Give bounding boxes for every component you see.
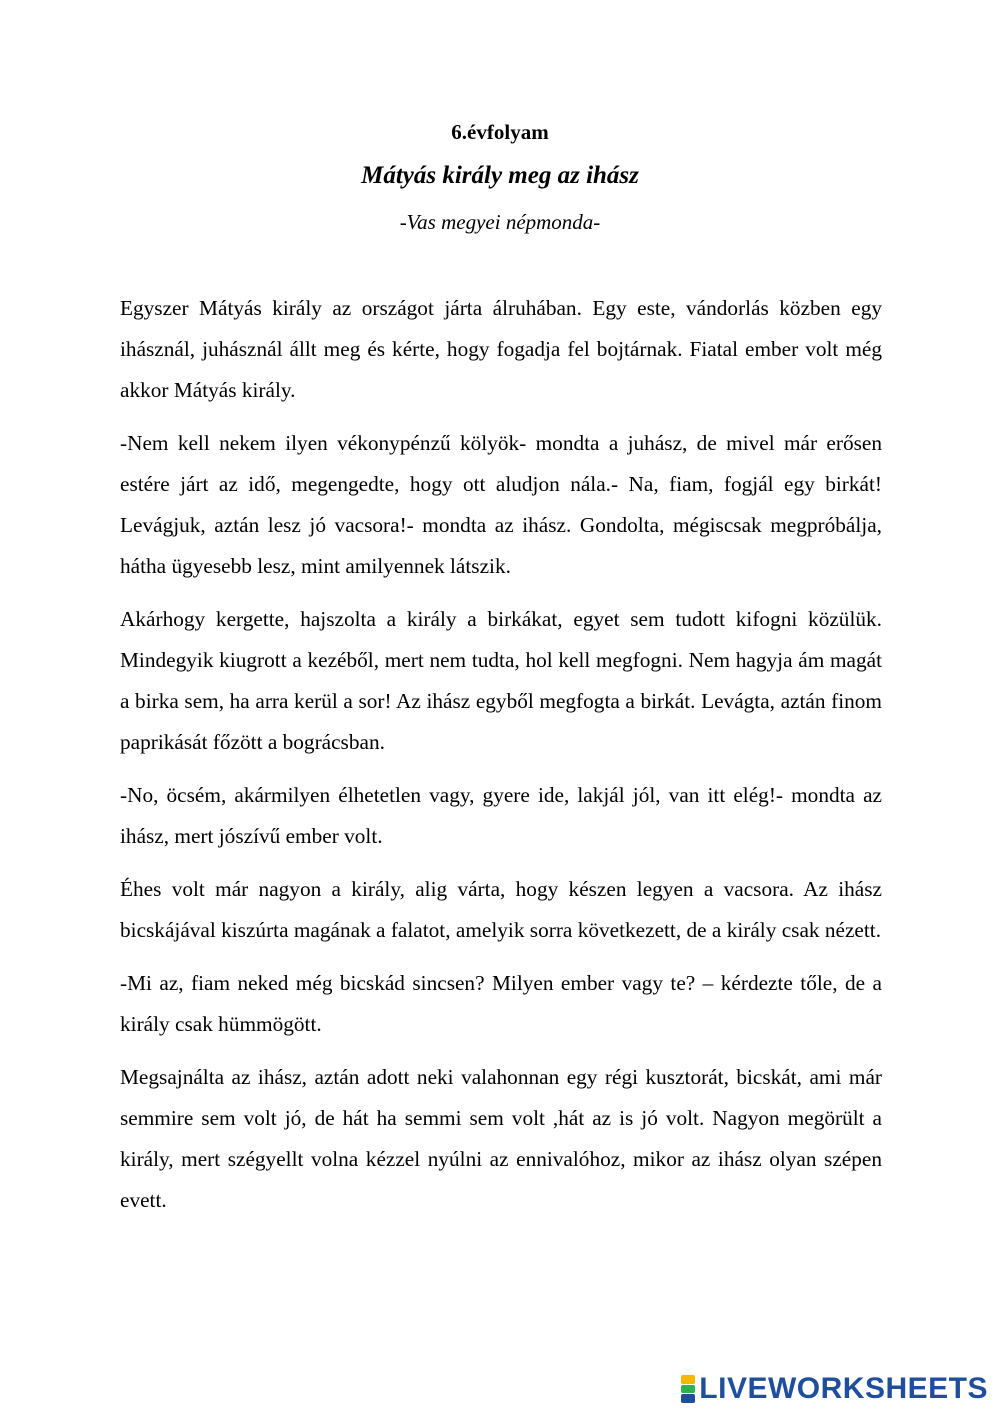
logo-bar-yellow	[681, 1375, 695, 1384]
logo-text: LIVEWORKSHEETS	[699, 1372, 988, 1405]
liveworksheets-logo-icon	[681, 1375, 695, 1403]
liveworksheets-logo[interactable]	[681, 1372, 988, 1406]
logo-bar-green	[681, 1385, 695, 1394]
logo-bar-blue	[681, 1394, 695, 1403]
story-text	[120, 288, 882, 1233]
paragraph-4: -No, öcsém, akármilyen élhetetlen vagy, gyere ide, lakjál jól, van itt elég!- mondta az ihász, mert jószívű ember volt.	[120, 783, 882, 848]
grade-label: 6.évfolyam	[451, 120, 549, 144]
paragraph-5: Éhes volt már nagyon a király, alig várta, hogy készen legyen a vacsora. Az ihász bicskájával kiszúrta magának a falatot, amelyik sorra következett, de a király csak nézett.	[120, 877, 882, 942]
paragraph-7: Megsajnálta az ihász, aztán adott neki valahonnan egy régi kusztorát, bicskát, ami már semmire sem volt jó, de hát ha semmi sem volt ,hát az is jó volt. Nagyon megörült a király, mert szégyellt volna kézzel nyúlni az ennivalóhoz, mikor az ihász olyan szépen evett.	[120, 1065, 882, 1212]
paragraph-3: Akárhogy kergette, hajszolta a király a birkákat, egyet sem tudott kifogni közülük. Mindegyik kiugrott a kezéből, mert nem tudta, hol kell megfogni. Nem hagyja ám magát a birka sem, ha arra kerül a sor! Az ihász egyből megfogta a birkát. Levágta, aztán finom paprikását főzött a bográcsban.	[120, 607, 882, 754]
paragraph-1: Egyszer Mátyás király az országot járta álruhában. Egy este, vándorlás közben egy ihásznál, juhásznál állt meg és kérte, hogy fogadja fel bojtárnak. Fiatal ember volt még akkor Mátyás király.	[120, 296, 882, 402]
page-subtitle: -Vas megyei népmonda-	[399, 210, 601, 234]
paragraph-2: -Nem kell nekem ilyen vékonypénzű kölyök- mondta a juhász, de mivel már erősen estére járt az idő, megengedte, hogy ott aludjon nála.- Na, fiam, fogjál egy birkát! Levágjuk, aztán lesz jó vacsora!- mondta az ihász. Gondolta, mégiscsak megpróbálja, hátha ügyesebb lesz, mint amilyennek látszik.	[120, 431, 882, 578]
page-title: Mátyás király meg az ihász	[361, 162, 639, 189]
paragraph-6: -Mi az, fiam neked még bicskád sincsen? Milyen ember vagy te? – kérdezte tőle, de a király csak hümmögött.	[120, 971, 882, 1036]
